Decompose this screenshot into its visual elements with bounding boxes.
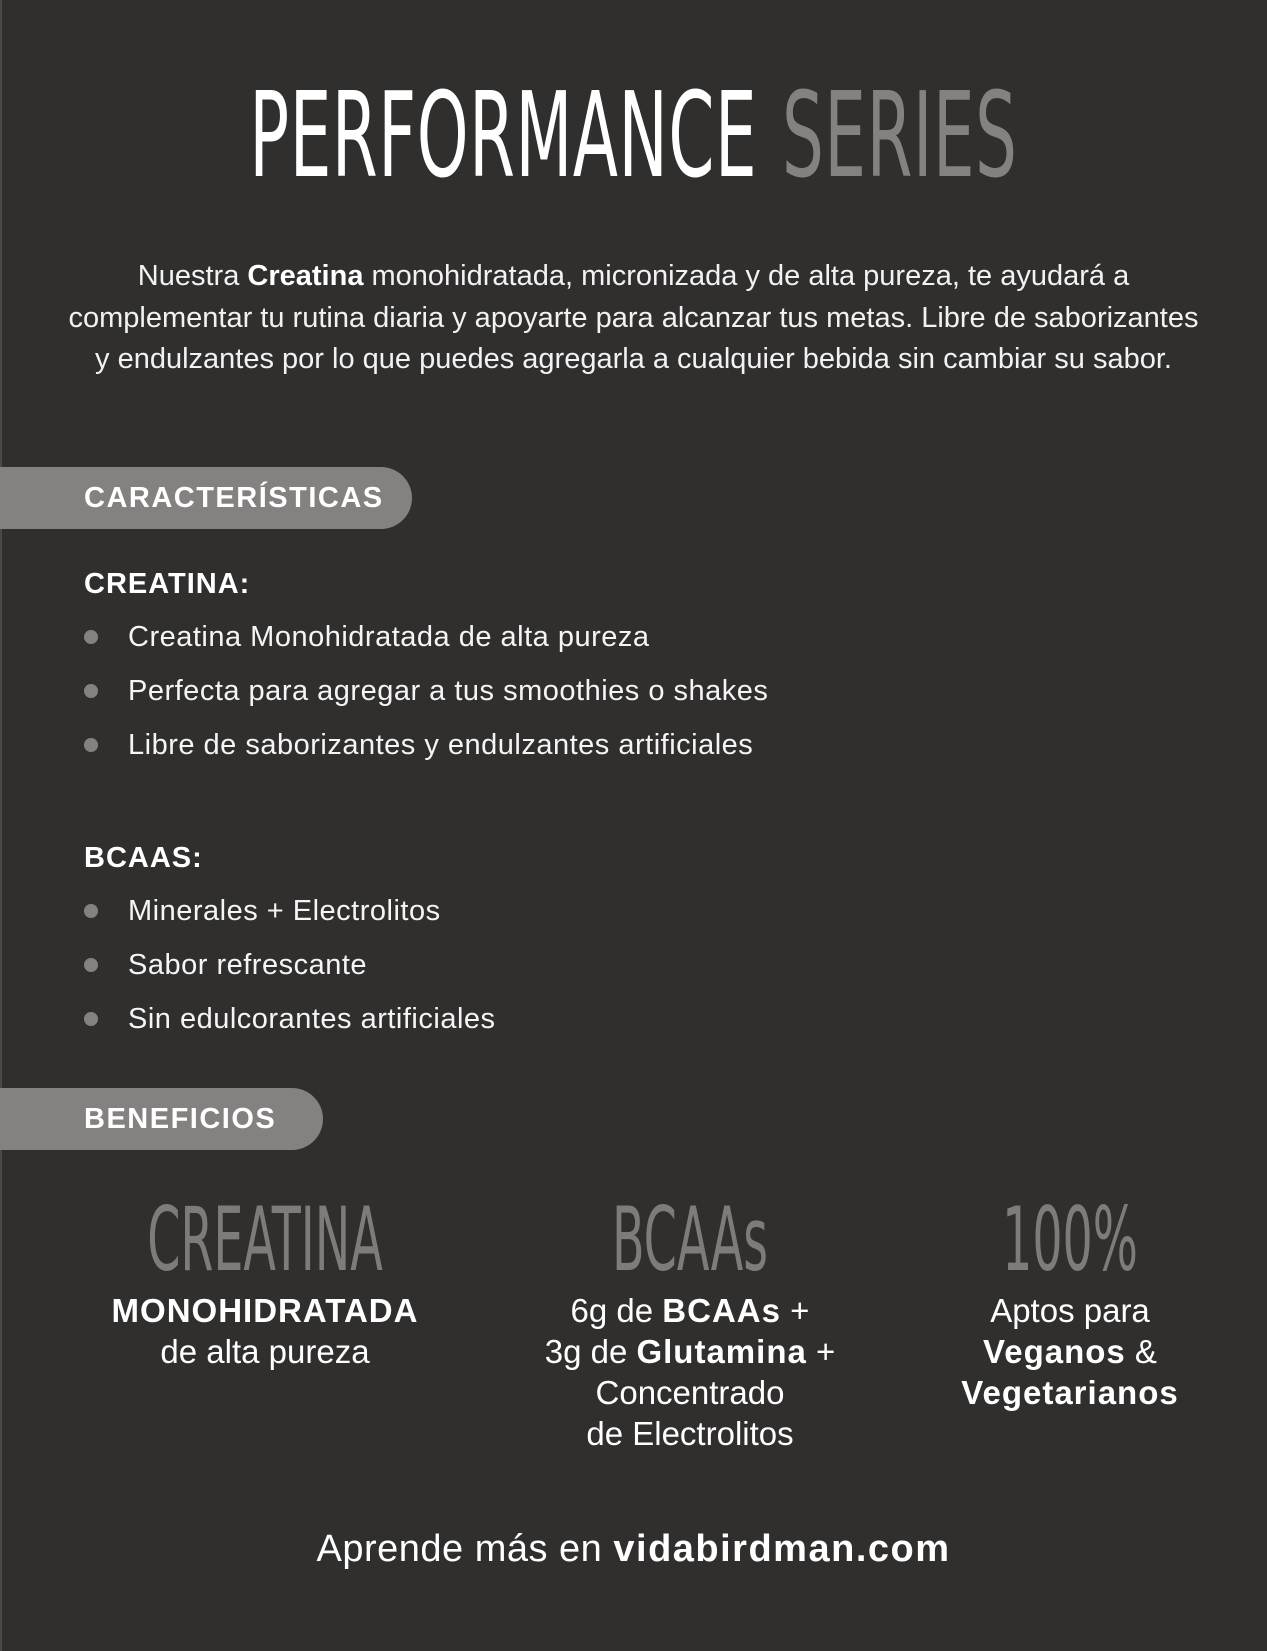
bullet-icon <box>84 1012 98 1026</box>
list-item <box>84 610 768 664</box>
bullet-icon <box>84 684 98 698</box>
line: 6g de <box>570 1292 663 1329</box>
bullet-icon <box>84 904 98 918</box>
bullet-icon <box>84 630 98 644</box>
list-item <box>84 938 496 992</box>
benefit-creatina <box>60 1190 470 1372</box>
item-text: Minerales + Electrolitos <box>128 895 441 927</box>
title-series: SERIES <box>781 66 1018 204</box>
benefit-bcaas <box>480 1190 900 1454</box>
page-title <box>241 66 1027 204</box>
list-item <box>84 884 496 938</box>
item-text: Sin edulcorantes artificiales <box>128 1003 496 1035</box>
section-header-beneficios <box>0 1088 323 1150</box>
intro-bold: Creatina <box>247 260 364 292</box>
intro-post: monohidratada, micronizada y de alta pureza, te ayudará a complementar tu rutina diaria y apoyarte para alcanzar tus metas. Libre de saborizantes y endulzantes por lo que puedes agregarla a cualquier bebida sin cambiar su sabor. <box>68 260 1199 375</box>
item-text: Perfecta para agregar a tus smoothies o shakes <box>128 675 769 707</box>
group-title-creatina: CREATINA: <box>84 568 251 600</box>
intro-pre: Nuestra <box>137 260 248 292</box>
benefit-100-percent <box>910 1190 1230 1413</box>
title-performance: PERFORMANCE <box>249 66 758 204</box>
benefit-big-label: BCAAs <box>611 1188 769 1291</box>
group-title-bcaas: BCAAS: <box>84 842 203 874</box>
line: de Electrolitos <box>586 1415 794 1452</box>
line-bold: BCAAs <box>662 1292 781 1329</box>
left-border <box>0 0 2 1651</box>
intro-paragraph <box>60 256 1207 381</box>
line: MONOHIDRATADA <box>111 1292 419 1329</box>
list-item <box>84 664 768 718</box>
benefit-big-label: 100% <box>1002 1188 1138 1291</box>
footer-cta <box>0 1528 1267 1571</box>
section-title: BENEFICIOS <box>84 1103 277 1135</box>
item-text: Sabor refrescante <box>128 949 368 981</box>
line: + <box>806 1333 836 1370</box>
bcaas-feature-list <box>84 884 496 1046</box>
benefit-text <box>480 1290 900 1454</box>
bullet-icon <box>84 958 98 972</box>
item-text: Libre de saborizantes y endulzantes artificiales <box>128 729 754 761</box>
line: + <box>780 1292 810 1329</box>
line: Aptos para <box>990 1292 1150 1329</box>
item-text: Creatina Monohidratada de alta pureza <box>128 621 650 653</box>
line: de alta pureza <box>160 1333 370 1370</box>
bullet-icon <box>84 738 98 752</box>
benefit-text <box>910 1290 1230 1413</box>
line-bold: Vegetarianos <box>961 1374 1179 1411</box>
list-item <box>84 718 768 772</box>
benefit-big-label: CREATINA <box>147 1188 383 1291</box>
line: 3g de <box>544 1333 637 1370</box>
section-header-caracteristicas <box>0 467 412 529</box>
website-link[interactable]: vidabirdman.com <box>613 1528 951 1570</box>
line: Concentrado <box>595 1374 785 1411</box>
line: & <box>1125 1333 1157 1370</box>
section-title: CARACTERÍSTICAS <box>84 482 384 514</box>
line-bold: Veganos <box>983 1333 1126 1370</box>
benefit-text <box>60 1290 470 1372</box>
footer-text: Aprende más en <box>316 1528 614 1570</box>
list-item <box>84 992 496 1046</box>
creatina-feature-list <box>84 610 768 772</box>
line-bold: Glutamina <box>636 1333 807 1370</box>
